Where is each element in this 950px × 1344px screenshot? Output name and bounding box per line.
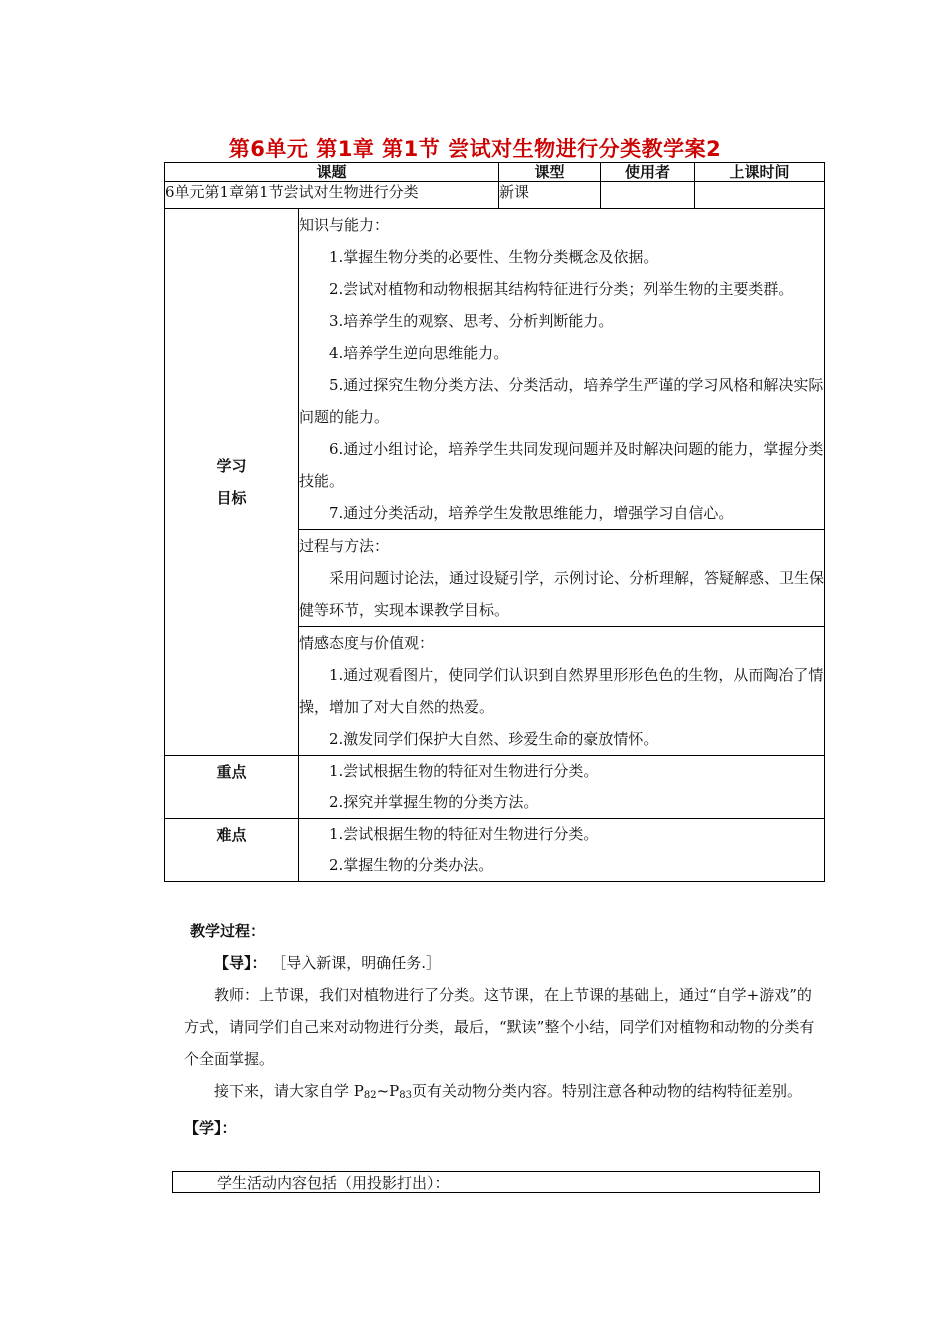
process-heading-text: 教学过程：: [190, 922, 266, 940]
header-time: 上课时间: [695, 163, 825, 182]
next-text-b: ~P: [376, 1082, 400, 1100]
process-item: 采用问题讨论法，通过设疑引学，示例讨论、分析理解，答疑解惑、卫生保健等环节，实现本课教学目标。: [299, 569, 825, 619]
key-point-item: 2.探究并掌握生物的分类方法。: [329, 793, 539, 811]
goals-knowledge-row: [165, 209, 825, 530]
knowledge-item: 1.掌握生物分类的必要性、生物分类概念及依据。: [329, 248, 659, 266]
guide-text: ［导入新课，明确任务.］: [271, 954, 442, 972]
teacher-paragraph: 教师：上节课，我们对植物进行了分类。这节课，在上节课的基础上，通过“自学+游戏”的方式，请同学们自己来对动物进行分类，最后，“默读”整个小结，同学们对植物和动物的分类有个全面掌握。: [184, 986, 815, 1068]
difficulty-item: 2.掌握生物的分类办法。: [329, 856, 494, 874]
info-time: [695, 182, 825, 209]
info-topic: 6单元第1章第1节尝试对生物进行分类: [165, 182, 499, 209]
difficulties-row: [165, 819, 825, 882]
teaching-process: [184, 915, 818, 1144]
next-text-c: 页有关动物分类内容。特别注意各种动物的结构特征差别。: [412, 1082, 803, 1100]
activity-box: 学生活动内容包括（用投影打出）：: [172, 1171, 820, 1193]
knowledge-cell: [299, 209, 825, 530]
page-title: 第6单元 第1章 第1节 尝试对生物进行分类教学案2: [228, 137, 722, 161]
header-row: [165, 163, 825, 182]
lesson-plan-table: [164, 162, 825, 882]
info-type: 新课: [499, 182, 601, 209]
knowledge-item: 5.通过探究生物分类方法、分类活动，培养学生严谨的学习风格和解决实际问题的能力。: [299, 376, 824, 426]
difficulty-item: 1.尝试根据生物的特征对生物进行分类。: [329, 825, 599, 843]
process-heading: 过程与方法：: [299, 537, 390, 555]
difficulties-label: 难点: [165, 819, 299, 882]
knowledge-heading: 知识与能力：: [299, 216, 390, 234]
page-sub-b: 83: [399, 1090, 413, 1101]
guide-label: 【导】：: [214, 954, 267, 972]
learn-label: 【学】：: [184, 1119, 237, 1137]
difficulties-cell: [299, 819, 825, 882]
guide-line: [184, 947, 818, 979]
info-row: [165, 182, 825, 209]
header-user: 使用者: [601, 163, 695, 182]
knowledge-item: 7.通过分类活动，培养学生发散思维能力，增强学习自信心。: [329, 504, 734, 522]
goals-label-line2: 目标: [216, 489, 247, 507]
next-text-a: 接下来，请大家自学 P: [214, 1082, 364, 1100]
attitude-item: 2.激发同学们保护大自然、珍爱生命的豪放情怀。: [329, 730, 659, 748]
attitude-heading: 情感态度与价值观：: [299, 634, 435, 652]
attitude-item: 1.通过观看图片，使同学们认识到自然界里形形色色的生物，从而陶冶了情操，增加了对大自然的热爱。: [299, 666, 824, 716]
key-point-item: 1.尝试根据生物的特征对生物进行分类。: [329, 762, 599, 780]
header-topic: 课题: [165, 163, 499, 182]
knowledge-item: 3.培养学生的观察、思考、分析判断能力。: [329, 312, 614, 330]
key-points-label: 重点: [165, 756, 299, 819]
page-sub-a: 82: [363, 1090, 377, 1101]
knowledge-item: 4.培养学生逆向思维能力。: [329, 344, 509, 362]
header-type: 课型: [499, 163, 601, 182]
knowledge-item: 6.通过小组讨论，培养学生共同发现问题并及时解决问题的能力，掌握分类技能。: [299, 440, 824, 490]
key-points-row: [165, 756, 825, 819]
info-user: [601, 182, 695, 209]
key-points-cell: [299, 756, 825, 819]
knowledge-item: 2.尝试对植物和动物根据其结构特征进行分类；列举生物的主要类群。: [329, 280, 794, 298]
attitude-cell: [299, 627, 825, 756]
process-cell: [299, 530, 825, 627]
next-paragraph: [184, 1075, 818, 1112]
goals-label-line1: 学习: [216, 457, 247, 475]
goals-label: [165, 209, 299, 756]
